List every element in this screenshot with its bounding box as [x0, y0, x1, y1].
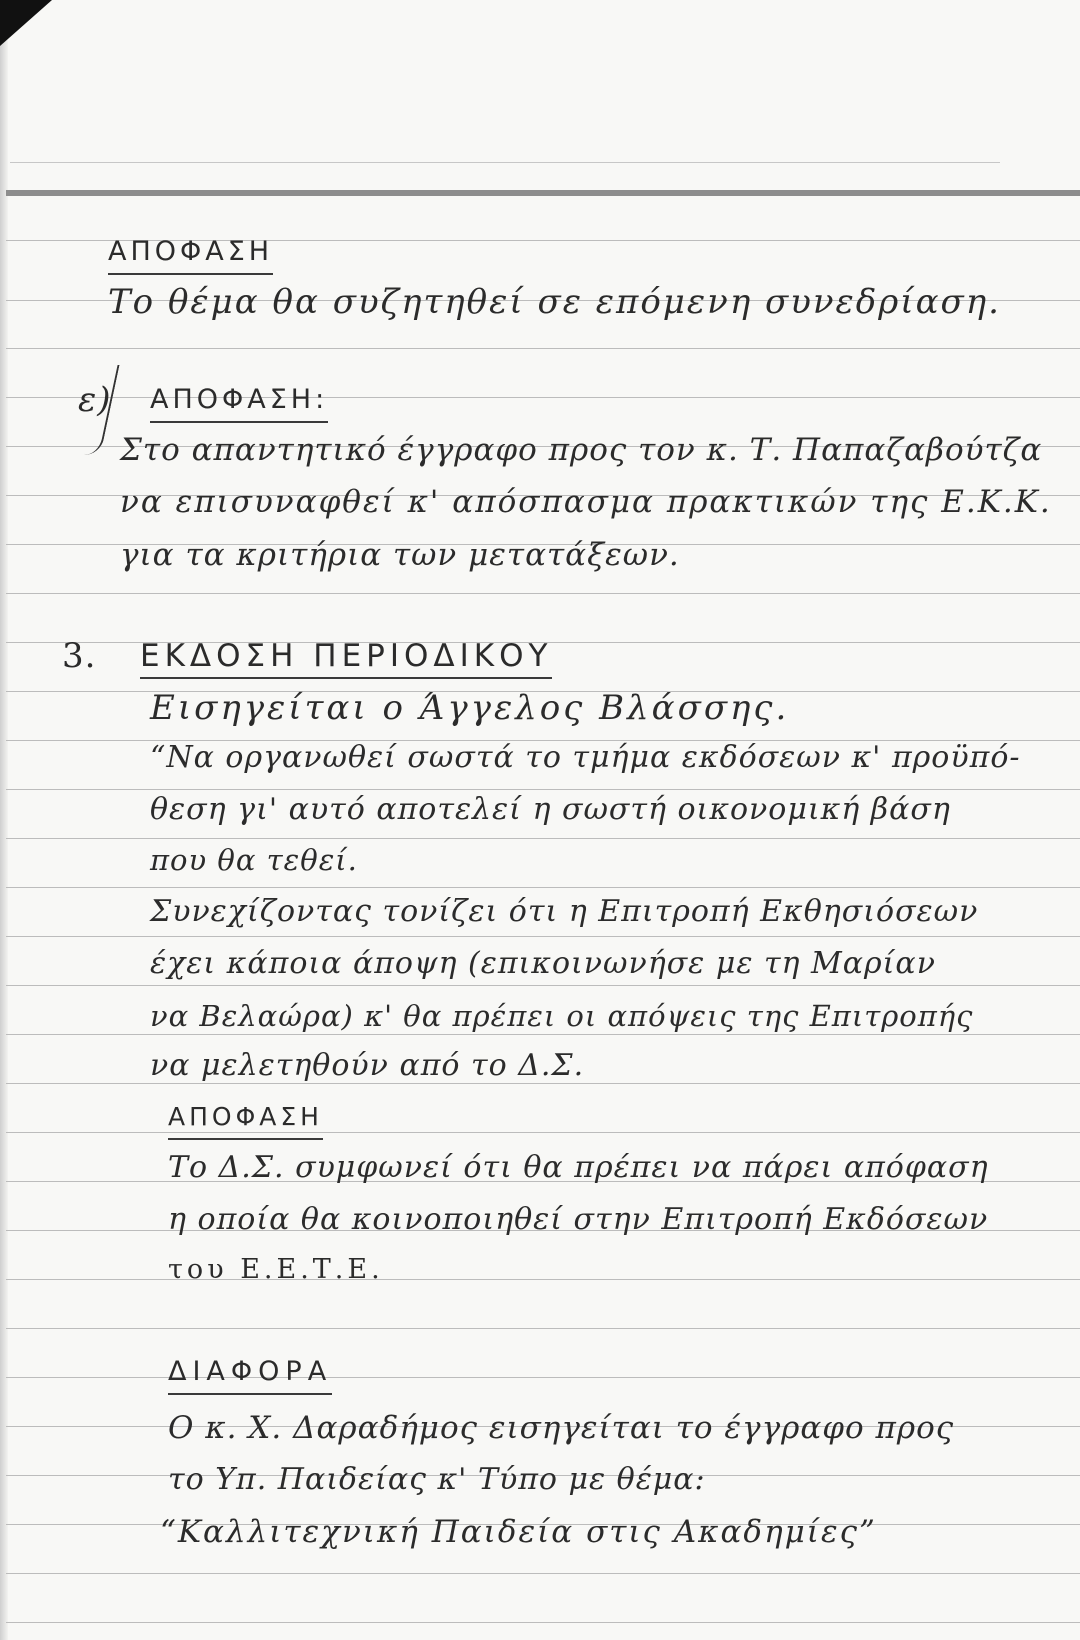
decision-text-2-line: να επισυναφθεί κ' απόσπασμα πρακτικών της Ε.Κ.Κ. — [120, 484, 1052, 520]
misc-text-line: Ο κ. Χ. Δαραδήμος εισηγείται το έγγραφο προς — [168, 1410, 955, 1446]
decision-text-1: Το θέμα θα συζητηθεί σε επόμενη συνεδρίαση. — [108, 282, 1001, 322]
item-e-marker: ε) — [78, 380, 112, 420]
ruled-line — [6, 936, 1080, 937]
ruled-line — [6, 838, 1080, 839]
page-corner-shadow — [0, 0, 52, 46]
top-faint-rule — [10, 162, 1000, 163]
section-3-body-line: να μελετηθούν από το Δ.Σ. — [150, 1048, 585, 1083]
section-3-body-line: Συνεχίζοντας τονίζει ότι η Επιτροπή Εκθησιόσεων — [150, 894, 979, 929]
section-3-body-line: Εισηγείται ο Άγγελος Βλάσσης. — [150, 688, 790, 728]
section-3-body-line: θεση γι' αυτό αποτελεί η σωστή οικονομική βάση — [150, 792, 951, 827]
decision-text-2-line: Στο απαντητικό έγγραφο προς τον κ. Τ. Παπαζαβούτζα — [120, 432, 1043, 468]
decision-text-3-line: η οποία θα κοινοποιηθεί στην Επιτροπή Εκδόσεων — [168, 1202, 989, 1237]
section-3-body-line: “Να οργανωθεί σωστά το τμήμα εκδόσεων κ' προϋπό- — [150, 740, 1021, 775]
ruled-line — [6, 887, 1080, 888]
decision-heading-1: ΑΠΟΦΑΣΗ — [108, 232, 273, 275]
ruled-line — [6, 1328, 1080, 1329]
ruled-line — [6, 1622, 1080, 1623]
section-3-body-line: να Βελαώρα) κ' θα πρέπει οι απόψεις της Επιτροπής — [150, 999, 974, 1033]
decision-text-2-line: για τα κριτήρια των μετατάξεων. — [120, 537, 680, 573]
header-rule — [6, 190, 1080, 196]
ruled-line — [6, 985, 1080, 986]
section-3-title: ΕΚΔΟΣΗ ΠΕΡΙΟΔΙΚΟΥ — [140, 636, 552, 679]
ruled-line — [6, 1573, 1080, 1574]
decision-text-3-line: του Ε.Ε.Τ.Ε. — [168, 1254, 384, 1285]
ruled-line — [6, 593, 1080, 594]
decision-text-3-line: Το Δ.Σ. συμφωνεί ότι θα πρέπει να πάρει απόφαση — [168, 1150, 989, 1185]
misc-text-line: το Υπ. Παιδείας κ' Τύπο με θέμα: — [168, 1462, 706, 1497]
section-3-body-line: που θα τεθεί. — [150, 843, 358, 877]
section-3-number: 3. — [62, 636, 97, 676]
misc-heading: ΔΙΑΦΟΡΑ — [168, 1352, 332, 1395]
page-left-edge — [0, 0, 8, 1640]
decision-heading-2: ΑΠΟΦΑΣΗ: — [150, 380, 328, 423]
decision-heading-3: ΑΠΟΦΑΣΗ — [168, 1097, 323, 1140]
ruled-line — [6, 348, 1080, 349]
section-3-body-line: έχει κάποια άποψη (επικοινωνήσε με τη Μαρίαν — [150, 946, 936, 981]
misc-text-line: “Καλλιτεχνική Παιδεία στις Ακαδημίες” — [160, 1514, 877, 1550]
